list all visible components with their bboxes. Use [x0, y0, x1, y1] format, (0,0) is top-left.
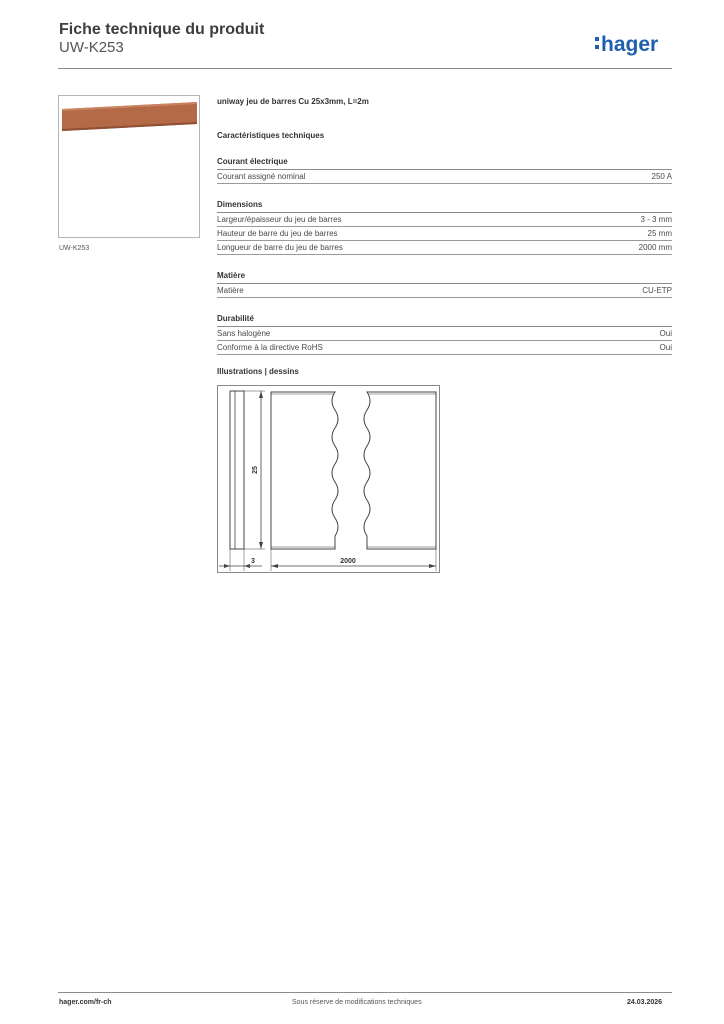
photo-caption: UW-K253: [59, 245, 90, 252]
product-name: uniway jeu de barres Cu 25x3mm, L=2m: [217, 97, 369, 106]
spec-row: [217, 284, 672, 298]
footer-disclaimer: Sous réserve de modifications techniques: [292, 999, 422, 1006]
spec-value: 2000 mm: [638, 243, 672, 252]
spec-label: Largeur/épaisseur du jeu de barres: [217, 215, 342, 224]
spec-group-material: [217, 268, 672, 298]
spec-group-title: Dimensions: [217, 197, 672, 213]
spec-row: [217, 341, 672, 355]
spec-value: Oui: [659, 329, 672, 338]
header-divider: [58, 68, 672, 69]
spec-group-title: Matière: [217, 268, 672, 284]
spec-value: Oui: [659, 343, 672, 352]
spec-row: [217, 170, 672, 184]
height-dimension-label: 25: [252, 466, 259, 474]
spec-value: 25 mm: [647, 229, 672, 238]
logo-dot-lower: [595, 45, 599, 49]
footer-date: 24.03.2026: [627, 999, 663, 1006]
spec-row: [217, 213, 672, 227]
footer-website: hager.com/fr-ch: [59, 999, 112, 1006]
spec-value: CU-ETP: [642, 286, 672, 295]
spec-label: Hauteur de barre du jeu de barres: [217, 229, 338, 238]
spec-group-electric: [217, 154, 672, 184]
footer-divider: [58, 992, 672, 993]
spec-label: Courant assigné nominal: [217, 172, 306, 181]
illustrations-heading: Illustrations | dessins: [217, 367, 299, 376]
spec-label: Conforme à la directive RoHS: [217, 343, 323, 352]
spec-group-title: Durabilité: [217, 311, 672, 327]
spec-label: Matière: [217, 286, 244, 295]
busbar-photo: [59, 96, 199, 237]
product-reference: UW-K253: [59, 39, 124, 56]
spec-value: 3 - 3 mm: [640, 215, 672, 224]
spec-group-durability: [217, 311, 672, 355]
specs-heading: Caractéristiques techniques: [217, 131, 325, 140]
bar-side-view: [230, 391, 244, 549]
spec-row: [217, 227, 672, 241]
spec-table: [217, 154, 672, 368]
bar-front-right: [364, 392, 436, 549]
product-image: [58, 95, 200, 238]
technical-drawing: [217, 385, 441, 574]
spec-group-title: Courant électrique: [217, 154, 672, 170]
spec-label: Sans halogène: [217, 329, 271, 338]
page-title: Fiche technique du produit: [59, 21, 265, 38]
thickness-dimension-label: 3: [251, 558, 255, 565]
spec-value: 250 A: [651, 172, 672, 181]
spec-label: Longueur de barre du jeu de barres: [217, 243, 343, 252]
spec-row: [217, 327, 672, 341]
hager-logo: [594, 28, 674, 58]
length-dimension-label: 2000: [340, 558, 356, 565]
bar-front-left: [271, 392, 338, 549]
logo-dot-upper: [595, 37, 599, 41]
logo-wordmark: hager: [601, 33, 659, 56]
spec-row: [217, 241, 672, 255]
spec-group-dimensions: [217, 197, 672, 255]
